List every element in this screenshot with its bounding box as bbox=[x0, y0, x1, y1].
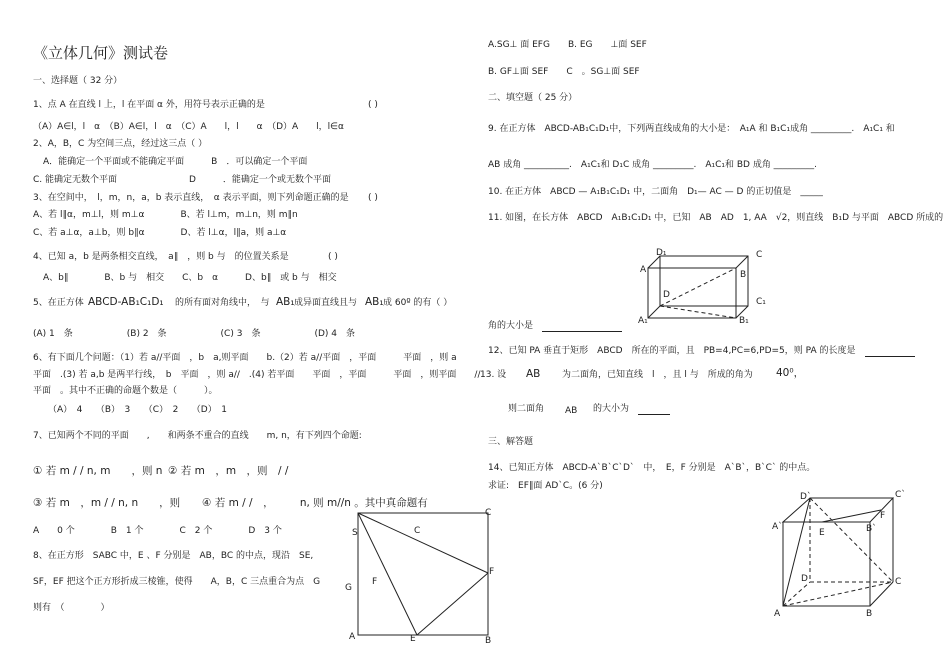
cube-label-b-prime: B` bbox=[866, 524, 877, 534]
question-3-options-cd: C、若 a⊥α，a⊥b，则 b∥α D、若 l⊥α，l∥a，则 a⊥α bbox=[33, 228, 287, 238]
cube-label-c: C bbox=[895, 577, 902, 587]
square-label-c-corner: C bbox=[485, 508, 492, 518]
square-label-e: E bbox=[410, 634, 416, 644]
cube-label-a-prime: A` bbox=[772, 522, 783, 532]
cube-label-d-prime: D` bbox=[800, 492, 812, 502]
cuboid-label-b: B₁ bbox=[739, 316, 749, 326]
square-label-b: B bbox=[485, 636, 492, 646]
question-2-options-ab: A．能确定一个平面或不能确定平面 B ．可以确定一个平面 bbox=[43, 157, 308, 167]
question-2-options-cd: C. 能确定无数个平面 D ．能确定一个或无数个平面 bbox=[33, 175, 331, 185]
question-9-line-1: 9. 在正方体 ABCD-AB₁C₁D₁中，下列两直线成角的大小是： A₁A 和 B₁C₁成角 _________. A₁C₁ 和 bbox=[488, 124, 895, 134]
cube-label-c-prime: C` bbox=[895, 490, 906, 500]
cuboid-figure bbox=[640, 248, 770, 328]
question-1-answer-paren: ( ) bbox=[368, 100, 378, 110]
question-6-options: （A） 4 （B） 3 （C） 2 （D） 1 bbox=[48, 405, 227, 415]
question-13-edge-2: AB bbox=[565, 406, 578, 416]
question-13-edge: AB bbox=[526, 368, 541, 380]
question-8-options-ab: A.SG⊥ 面 EFG B. EG ⊥面 SEF bbox=[488, 40, 647, 50]
question-13-part-c: 则二面角 bbox=[508, 404, 545, 414]
page-title: 《立体几何》测试卷 bbox=[33, 44, 169, 62]
question-5-segment-2: AB₁ bbox=[365, 296, 384, 308]
cuboid-label-a: A₁ bbox=[638, 316, 648, 326]
square-label-a: A bbox=[349, 632, 356, 642]
question-5-part-d: 成 60º 的有（ ） bbox=[383, 298, 453, 308]
square-label-f-point: F bbox=[489, 567, 495, 577]
section-heading-fill: 二、填空题（ 25 分） bbox=[488, 93, 578, 103]
cube-label-f: F bbox=[880, 511, 886, 521]
question-6-line-3: 平面 。其中不正确的命题个数是（ ）。 bbox=[33, 386, 218, 396]
cube-label-e: E bbox=[819, 528, 825, 538]
question-4-options: A、b∥ B、b 与 相交 C、b α D、b∥ 或 b 与 相交 bbox=[43, 273, 337, 283]
question-1: 1、点 A 在直线 l 上，l 在平面 α 外，用符号表示正确的是 bbox=[33, 100, 265, 110]
cuboid-label-c1: C bbox=[756, 250, 763, 260]
square-label-f-face: F bbox=[372, 577, 378, 587]
question-12-answer-blank[interactable] bbox=[865, 347, 915, 357]
question-14-proof: 求证: EF∥面 AD`C。(6 分) bbox=[488, 481, 603, 491]
question-14: 14、已知正方体 ABCD-A`B`C`D` 中， E，F 分别是 A`B`，B`C` 的中点。 bbox=[488, 463, 816, 473]
section-heading-solve: 三、解答题 bbox=[488, 437, 534, 447]
question-13-part-d-text: 的大小为 bbox=[593, 404, 630, 414]
square-label-c-face: C bbox=[414, 526, 421, 536]
question-3: 3、在空间中， l，m，n，a，b 表示直线， α 表示平面，则下列命题正确的是 bbox=[33, 193, 349, 203]
question-11-end-text: 角的大小是 bbox=[488, 321, 534, 331]
cuboid-label-a1: A bbox=[640, 265, 647, 275]
question-3-options-ab: A、若 l∥α，m⊥l，则 m⊥α B、若 l⊥m，m⊥n，则 m∥n bbox=[33, 210, 298, 220]
question-7: 7、已知两个不同的平面 , 和两条不重合的直线 m, n，有下列四个命题: bbox=[33, 431, 362, 441]
question-11: 11. 如图，在长方体 ABCD A₁B₁C₁D₁ 中，已知 AB AD 1, AA √2，则直线 B₁D 与平面 ABCD 所成的 bbox=[488, 213, 944, 223]
question-13-part-d bbox=[593, 404, 670, 415]
question-6-line-1: 6、有下面几个问题：（1）若 a//平面 ，b a,则平面 b.（2）若 a//平面 ，平面 平面 ，则 a bbox=[33, 353, 457, 363]
square-label-g: G bbox=[345, 583, 352, 593]
cube-label-b: B bbox=[866, 609, 873, 619]
question-4-answer-paren: ( ) bbox=[328, 252, 338, 262]
cube-label-d: D bbox=[801, 574, 808, 584]
question-8-line-2: SF，EF 把这个正方形折成三棱锥，使得 A，B，C 三点重合为点 G bbox=[33, 577, 321, 587]
question-11-answer-blank[interactable] bbox=[542, 322, 622, 332]
question-12-text: 12、已知 PA 垂直于矩形 ABCD 所在的平面，且 PB=4,PC=6,PD=5，则 PA 的长度是 bbox=[488, 346, 856, 356]
cuboid-label-d: D bbox=[663, 290, 670, 300]
question-2: 2、A，B，C 为空间三点，经过这三点（ ） bbox=[33, 139, 208, 149]
question-5-part-b: 的所有面对角线中， 与 bbox=[175, 298, 270, 308]
question-6-line-2: 平面 .(3) 若 a,b 是两平行线， b 平面 ，则 a// .(4) 若平面 平面 ，平面 平面 ，则平面 // bbox=[33, 370, 481, 380]
question-7-options: A 0 个 B 1 个 C 2 个 D 3 个 bbox=[33, 526, 282, 536]
question-7-statement-3: ③ 若 m ，m / / n, n ，则 bbox=[33, 497, 181, 509]
question-8-line-3: 则有 （ ） bbox=[33, 603, 110, 613]
question-8-options-cd: B. GF⊥面 SEF C 。SG⊥面 SEF bbox=[488, 67, 640, 77]
question-4: 4、已知 a，b 是两条相交直线， a∥ ，则 b 与 的位置关系是 bbox=[33, 252, 289, 262]
question-1-options: （A）A∈l，l α （B）A∈l，l α （C）A l，l α （D）A l，l∈α bbox=[33, 122, 344, 132]
cuboid-label-d1: D₁ bbox=[656, 248, 667, 258]
question-13-angle: 40⁰， bbox=[776, 367, 805, 379]
question-13-answer-blank[interactable] bbox=[638, 405, 670, 415]
cube-figure bbox=[775, 490, 905, 615]
question-10: 10. 在正方体 ABCD — A₁B₁C₁D₁ 中，二面角 D₁— AC — D 的正切值是 _____ bbox=[488, 187, 823, 197]
question-9-line-2: AB 成角 __________. A₁C₁和 D₁C 成角 _________. A₁C₁和 BD 成角 _________. bbox=[488, 160, 818, 170]
question-5-part-a: 5、在正方体 bbox=[33, 298, 84, 308]
question-5-options: (A) 1 条 (B) 2 条 (C) 3 条 (D) 4 条 bbox=[33, 329, 355, 339]
question-3-answer-paren: ( ) bbox=[368, 193, 378, 203]
question-11-end bbox=[488, 321, 622, 332]
square-label-s: S bbox=[352, 528, 358, 538]
cuboid-label-c: C₁ bbox=[756, 297, 766, 307]
cube-label-a: A bbox=[774, 609, 781, 619]
question-5-cube: ABCD-AB₁C₁D₁ bbox=[88, 296, 164, 308]
section-heading-choice: 一、选择题（ 32 分） bbox=[33, 76, 123, 86]
question-12 bbox=[488, 346, 915, 357]
question-13-part-a: 13. 设 bbox=[480, 370, 507, 380]
question-8-line-1: 8、在正方形 SABC 中，E 、F 分别是 AB，BC 的中点，现沿 SE, bbox=[33, 551, 314, 561]
question-13-part-b: 为二面角，已知直线 l ，且 l 与 所成的角为 bbox=[562, 370, 753, 380]
question-7-statement-1: ① 若 m / / n, m ，则 n bbox=[33, 465, 163, 477]
question-5-part-c: 成异面直线且与 bbox=[294, 298, 358, 308]
question-5-segment: AB₁ bbox=[276, 296, 295, 308]
cuboid-label-b1: B bbox=[740, 270, 747, 280]
question-7-statement-4: ④ 若 m / / ， n, 则 m//n 。其中真命题有 bbox=[202, 497, 428, 509]
question-7-statement-2: ② 若 m ，m ，则 / / bbox=[168, 465, 289, 477]
